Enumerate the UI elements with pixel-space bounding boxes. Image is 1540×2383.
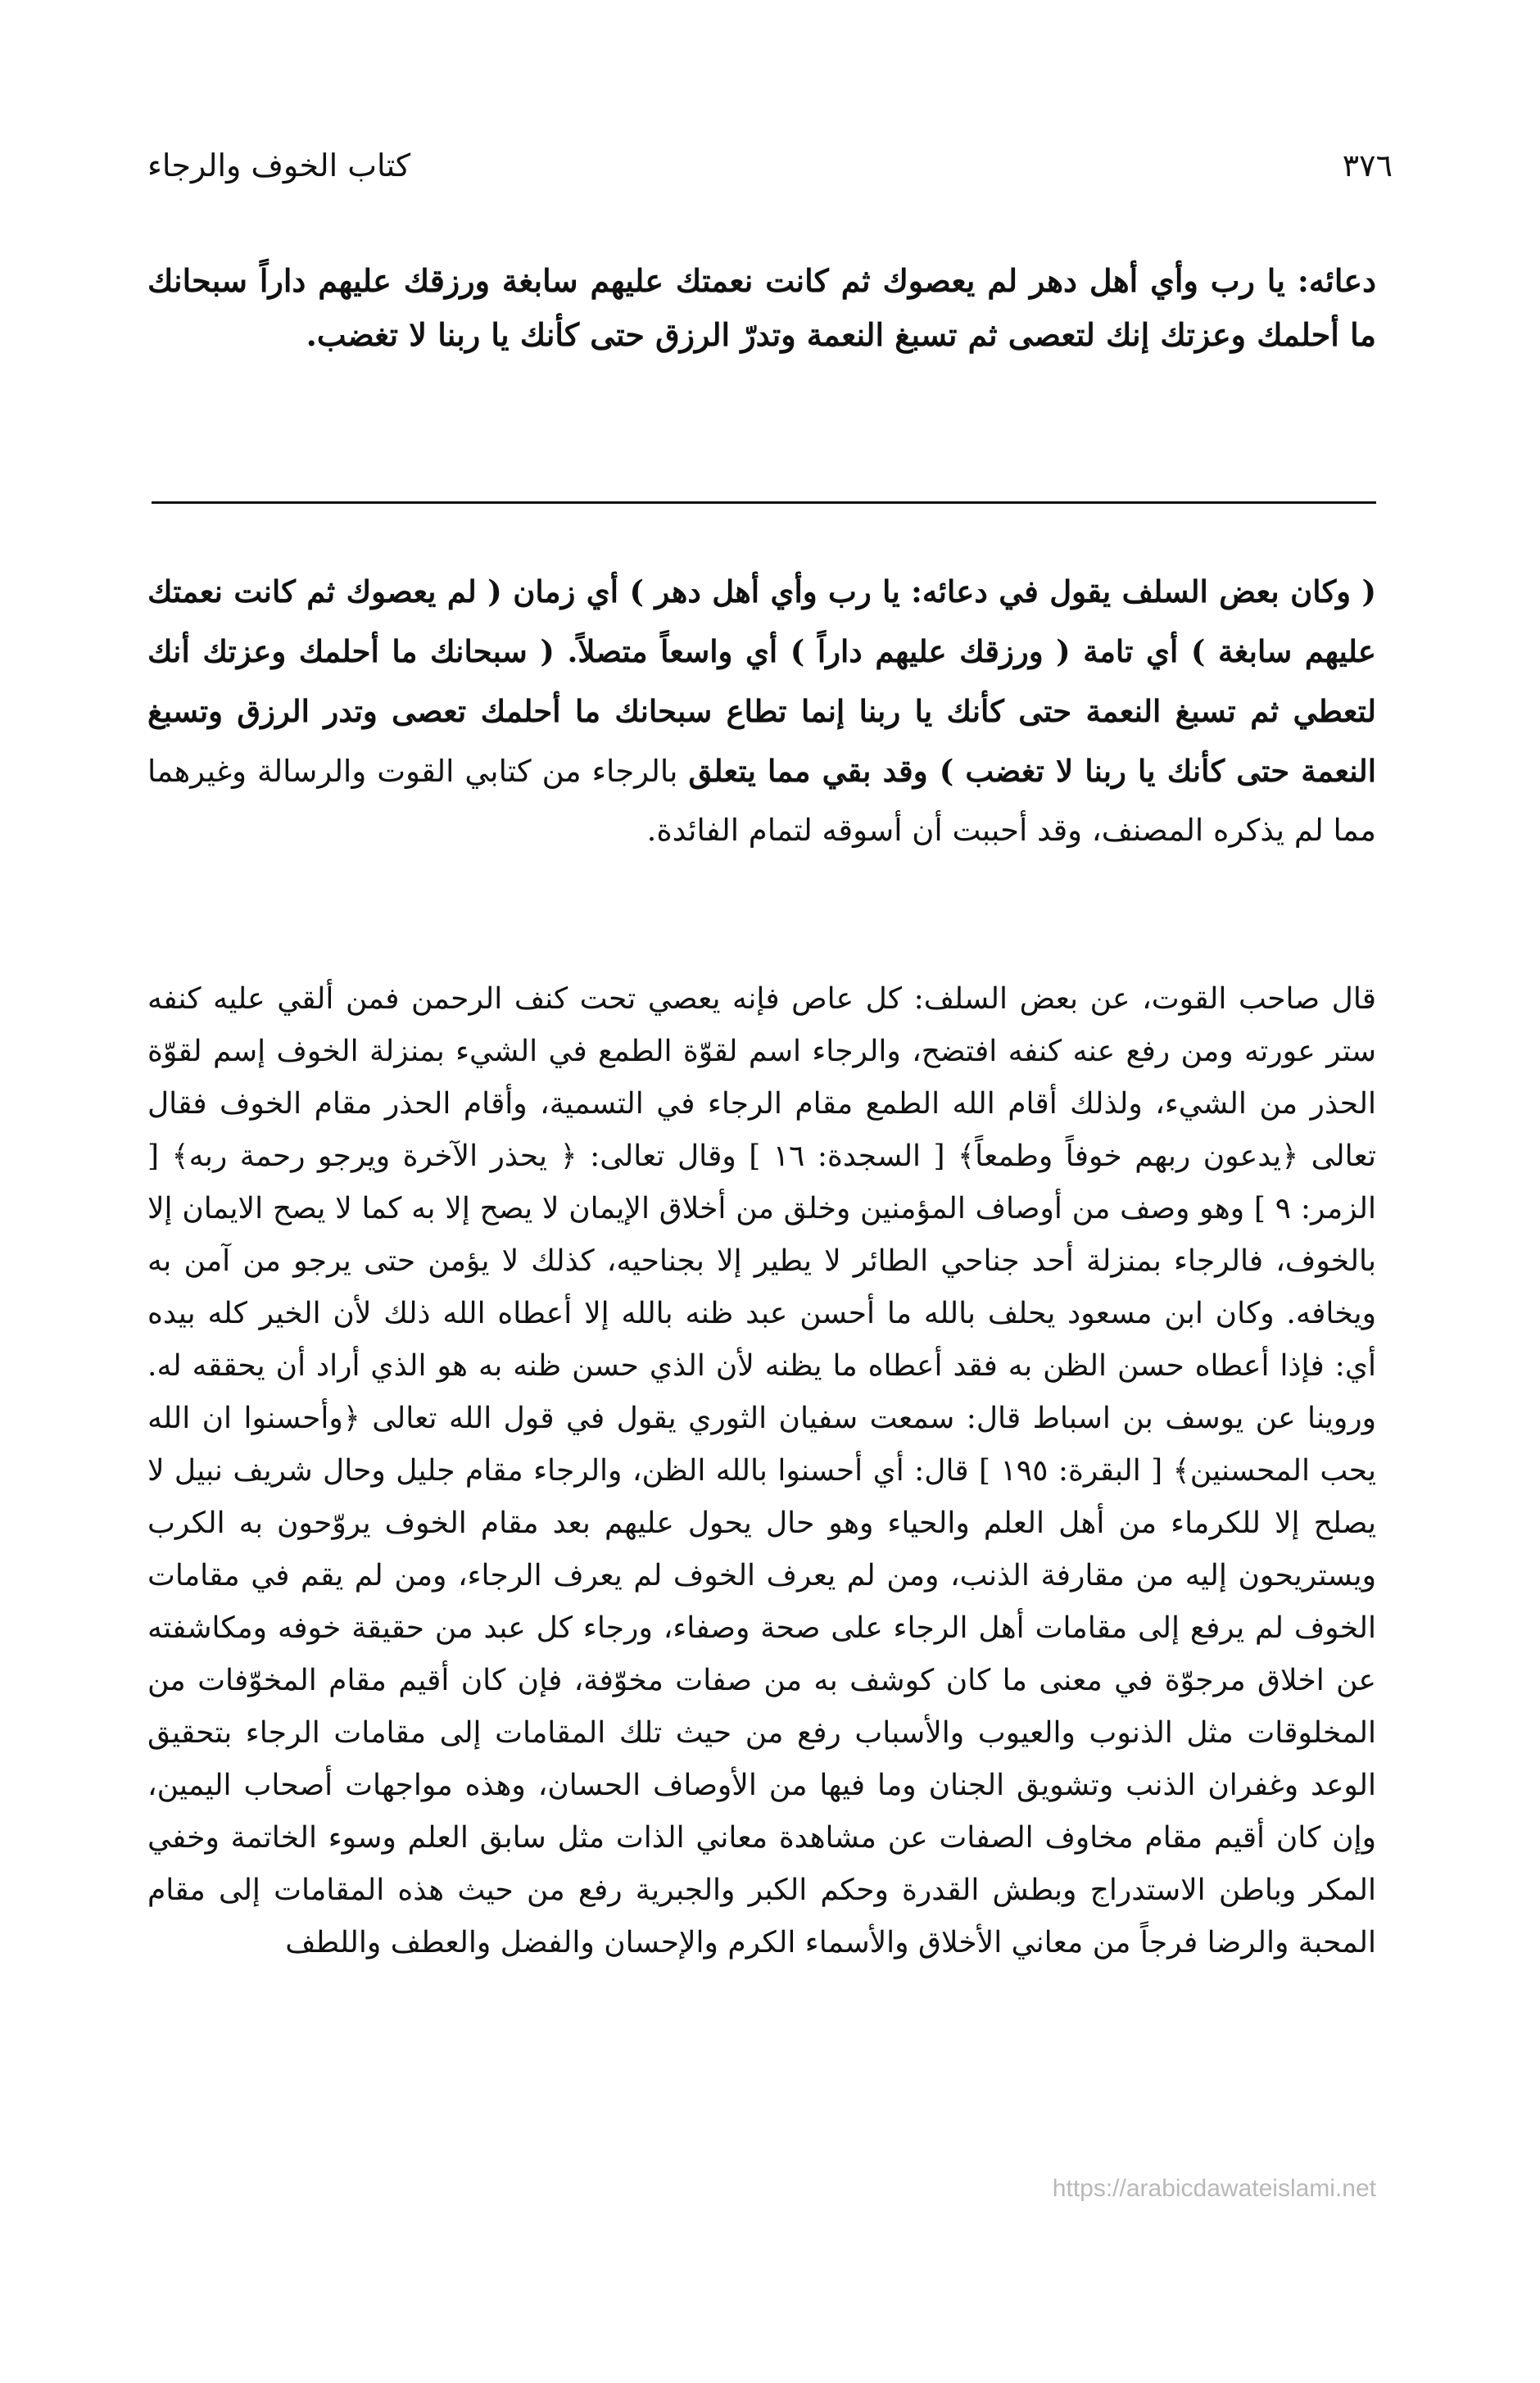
section-divider [152,501,1376,504]
commentary-bold-text: ( وكان بعض السلف يقول في دعائه: يا رب وأي أهل دهر ) أي زمان ( لم يعصوك ثم كانت نعمتك عليهم سابغة ) أي تامة ( ورزقك عليهم داراً ) أي واسعاً متصلاً. ( سبحانك ما أحلمك وعزتك أنك لتعطي ثم تسبغ النعمة حتى كأنك يا ربنا إنما تطاع سبحانك ما أحلمك تعصى وتدر الرزق وتسبغ النعمة حتى كأنك يا ربنا لا تغضب ) وقد بقي مما يتعلق [147,573,1376,789]
commentary-block [147,562,1376,860]
commentary-regular-text: بالرجاء من كتابي القوت والرسالة وغيرهما مما لم يذكره المصنف، وقد أحببت أن أسوقه لتمام الفائدة. [147,754,1376,848]
running-header [147,141,1393,190]
main-text: دعائه: يا رب وأي أهل دهر لم يعصوك ثم كانت نعمتك عليهم سابغة ورزقك عليهم داراً سبحانك ما أحلمك وعزتك إنك لتعصى ثم تسبغ النعمة وتدرّ الرزق حتى كأنك يا ربنا لا تغضب. [147,262,1376,353]
watermark-url: https://arabicdawateislami.net [1052,2175,1376,2202]
quoted-passage: قال صاحب القوت، عن بعض السلف: كل عاص فإنه يعصي تحت كنف الرحمن فمن ألقي عليه كنفه ستر عورته ومن رفع عنه كنفه افتضح، والرجاء اسم لقوّة الطمع في الشيء بمنزلة الخوف إسم لقوّة الحذر من الشيء، ولذلك أقام الله الطمع مقام الرجاء في التسمية، وأقام الحذر مقام الخوف فقال تعالى ﴿يدعون ربهم خوفاً وطمعاً﴾ [ السجدة: ١٦ ] وقال تعالى: ﴿ يحذر الآخرة ويرجو رحمة ربه﴾ [ الزمر: ٩ ] وهو وصف من أوصاف المؤمنين وخلق من أخلاق الإيمان لا يصح إلا به كما لا يصح الايمان إلا بالخوف، فالرجاء بمنزلة أحد جناحي الطائر لا يطير إلا بجناحيه، كذلك لا يؤمن حتى يرجو من آمن به ويخافه. وكان ابن مسعود يحلف بالله ما أحسن عبد ظنه بالله إلا أعطاه الله ذلك لأن الخير كله بيده أي: فإذا أعطاه حسن الظن به فقد أعطاه ما يظنه لأن الذي حسن ظنه به هو الذي أراد أن يحققه له. وروينا عن يوسف بن اسباط قال: سمعت سفيان الثوري يقول في قول الله تعالى ﴿وأحسنوا ان الله يحب المحسنين﴾ [ البقرة: ١٩٥ ] قال: أي أحسنوا بالله الظن، والرجاء مقام جليل وحال شريف نبيل لا يصلح إلا للكرماء من أهل العلم والحياء وهو حال يحول عليهم بعد مقام الخوف يروّحون به الكرب ويستريحون إليه من مقارفة الذنب، ومن لم يعرف الخوف لم يعرف الرجاء، ومن لم يقم في مقامات الخوف لم يرفع إلى مقامات أهل الرجاء على صحة وصفاء، ورجاء كل عبد من حقيقة خوفه ومكاشفته عن اخلاق مرجوّة في معنى ما كان كوشف به من صفات مخوّفة، فإن كان أقيم مقام المخوّفات من المخلوقات مثل الذنوب والعيوب والأسباب رفع من حيث تلك المقامات إلى مقامات الرجاء بتحقيق الوعد وغفران الذنب وتشويق الجنان وما فيها من الأوصاف الحسان، وهذه مواجهات أصحاب اليمين، وإن كان أقيم مقام مخاوف الصفات عن مشاهدة معاني الذات مثل سابق العلم وسوء الخاتمة وخفي المكر وباطن الاستدراج وبطش القدرة وحكم الكبر والجبرية رفع من حيث هذه المقامات إلى مقام المحبة والرضا فرجاً من معاني الأخلاق والأسماء الكرم والإحسان والفضل والعطف واللطف [147,982,1377,1959]
main-text-block [147,254,1376,362]
quoted-passage-block [147,973,1376,1969]
running-title: كتاب الخوف والرجاء [147,147,411,183]
page-number: ٣٧٦ [1342,147,1393,183]
commentary-paragraph [147,562,1376,860]
